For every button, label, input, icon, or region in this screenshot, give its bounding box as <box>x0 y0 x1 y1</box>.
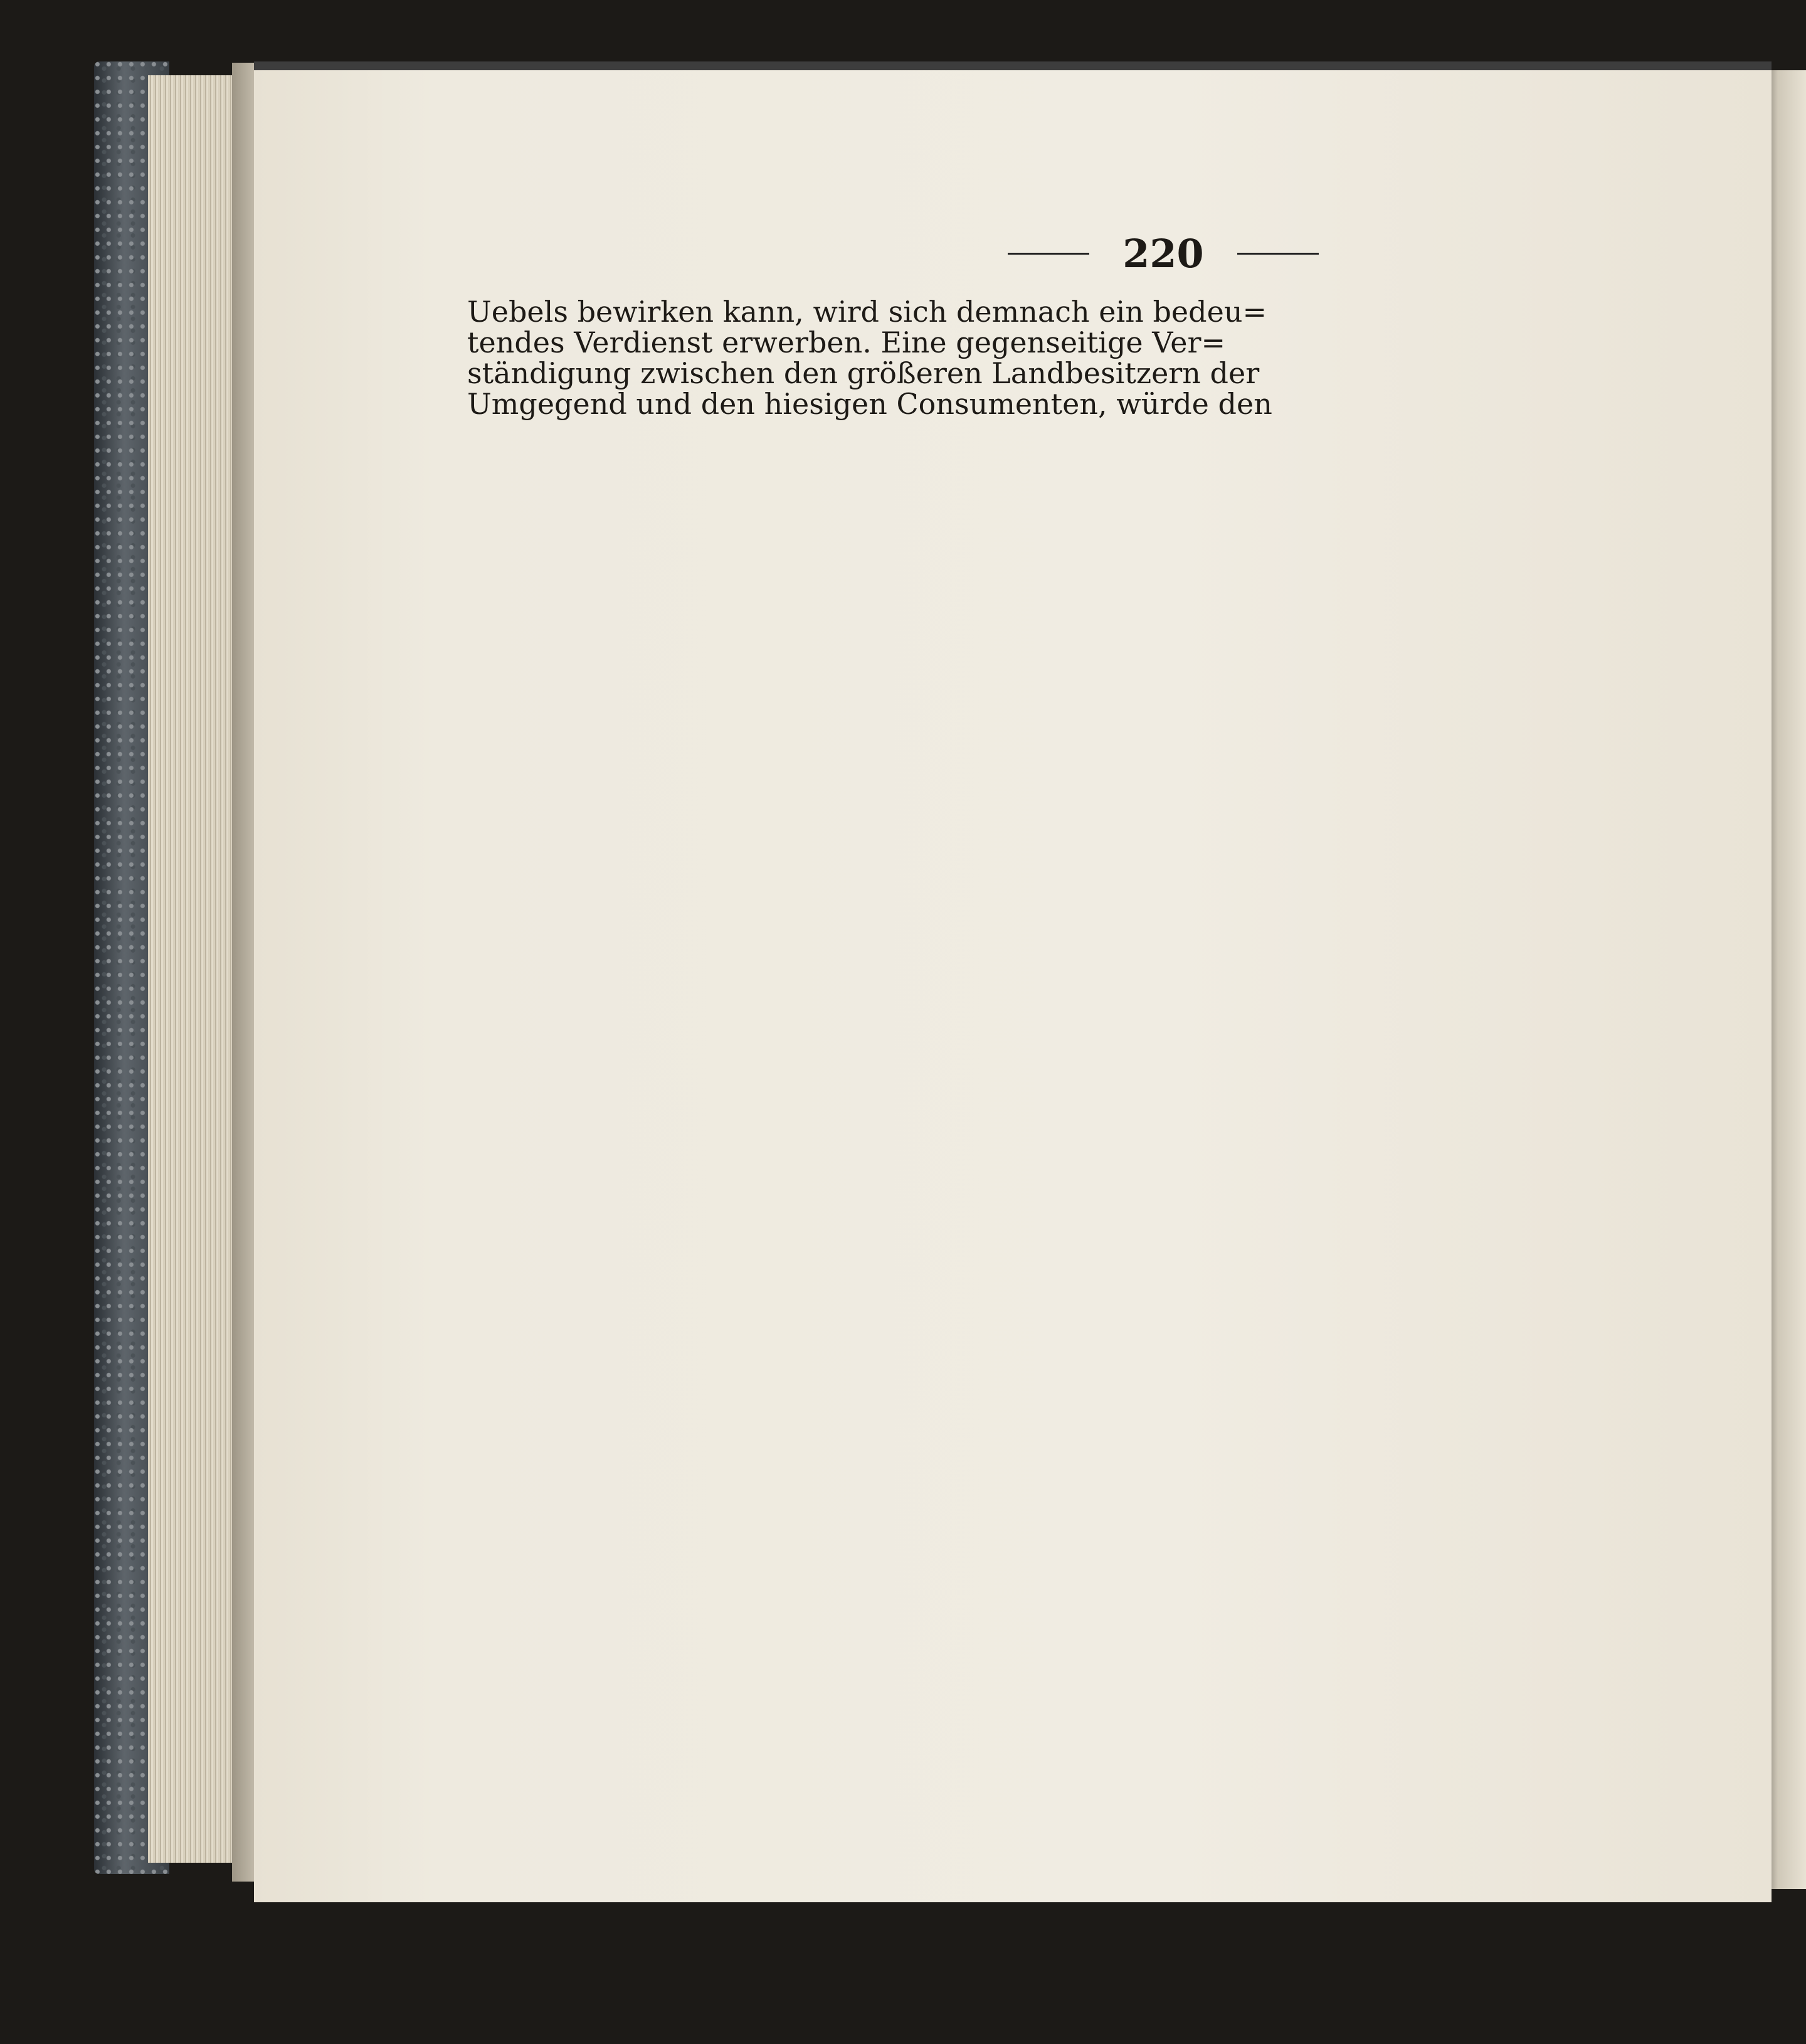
text-line: Umgegend und den hiesigen Consumenten, würde den <box>467 387 1272 421</box>
page-number-header <box>881 231 1445 277</box>
text-line: ständigung zwischen den größeren Landbesitzern der <box>467 356 1260 390</box>
page-number: 220 <box>1122 231 1204 277</box>
dash-left <box>1008 253 1089 255</box>
text-line: Uebels bewirken kann, wird sich demnach ein bedeu= <box>467 295 1267 329</box>
dash-right <box>1237 253 1319 255</box>
top-left-column <box>467 297 1282 420</box>
text-line: tendes Verdienst erwerben. Eine gegenseitige Ver= <box>467 326 1226 359</box>
newspaper-page <box>254 61 1772 1902</box>
top-border <box>254 61 1772 70</box>
